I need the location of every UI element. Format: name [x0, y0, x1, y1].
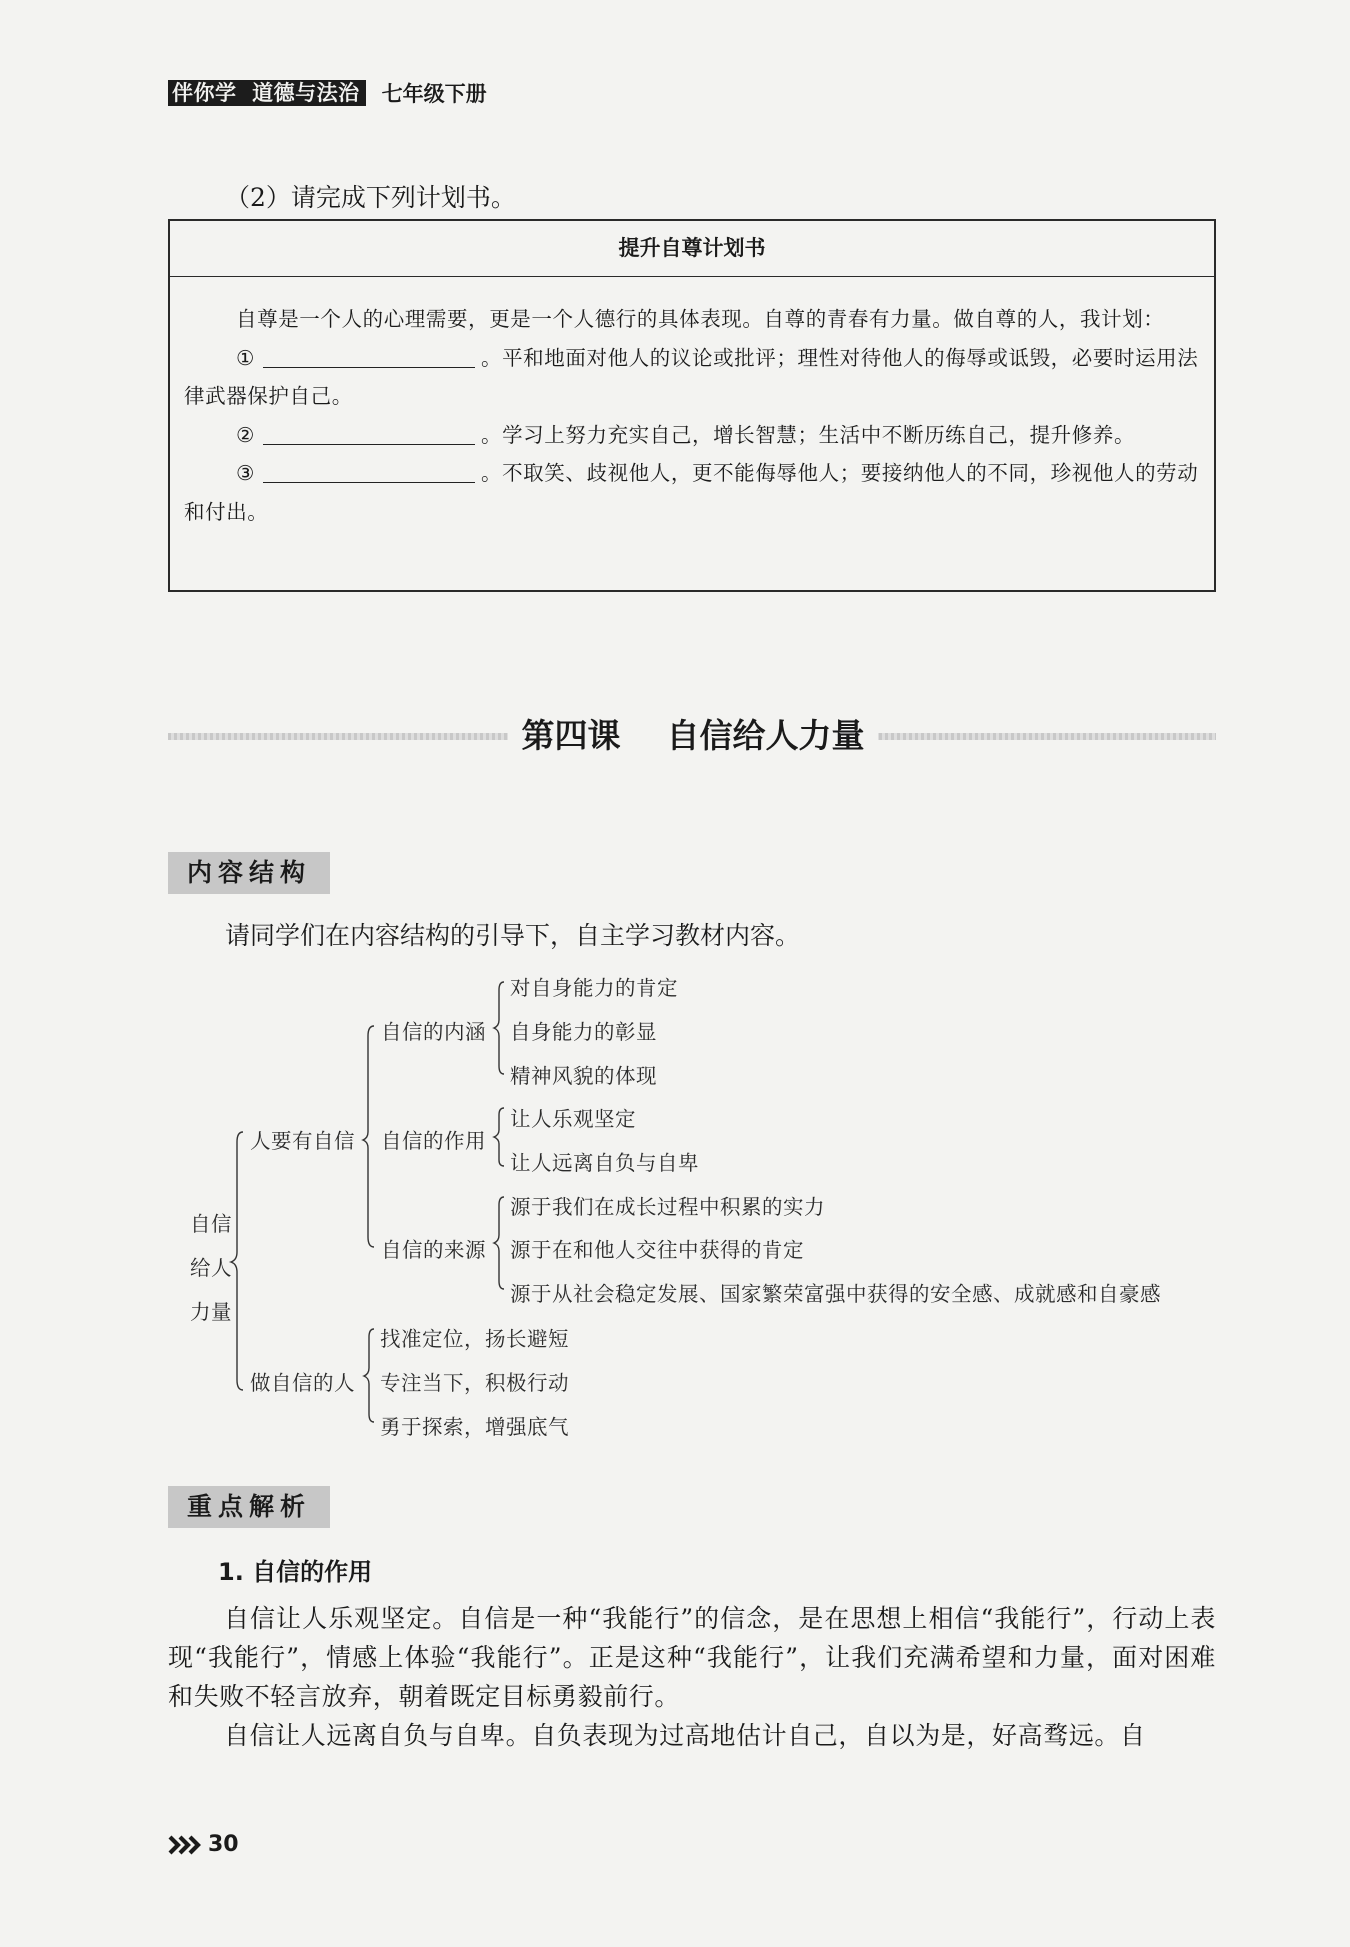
node-connotation: 自信的内涵 — [381, 1020, 486, 1044]
branch-have-confidence: 人要有自信 — [250, 1129, 355, 1153]
section-tag-key: 重点解析 — [168, 1486, 330, 1528]
key-point-body — [168, 1599, 1216, 1755]
plan-item-text: 。学习上努力充实自己，增长智慧；生活中不断历练自己，提升修养。 — [480, 422, 1136, 447]
answer-blank[interactable] — [263, 458, 475, 483]
branch-be-confident: 做自信的人 — [250, 1371, 355, 1395]
leaf: 勇于探索，增强底气 — [380, 1415, 569, 1439]
root-line: 力量 — [190, 1300, 232, 1324]
leaf: 源于我们在成长过程中积累的实力 — [510, 1195, 825, 1219]
leaf: 让人远离自负与自卑 — [510, 1151, 699, 1175]
banner-rule-right — [873, 733, 1216, 740]
leaf: 源于在和他人交往中获得的肯定 — [510, 1238, 804, 1262]
mind-map-root — [190, 1202, 232, 1334]
plan-item-number: ① — [236, 345, 255, 370]
plan-table — [168, 219, 1216, 592]
page-footer — [168, 1832, 239, 1857]
leaf: 自身能力的彰显 — [510, 1020, 657, 1044]
answer-blank[interactable] — [263, 343, 475, 368]
book-title: 伴你学 道德与法治 — [168, 80, 366, 106]
root-line: 给人 — [190, 1256, 232, 1280]
paragraph: 自信让人远离自负与自卑。自负表现为过高地估计自己，自以为是，好高骛远。自 — [224, 1721, 1146, 1750]
banner-rule-left — [168, 733, 513, 740]
plan-title: 提升自尊计划书 — [170, 221, 1214, 277]
leaf: 精神风貌的体现 — [510, 1064, 657, 1088]
plan-item — [184, 416, 1202, 455]
leaf: 专注当下，积极行动 — [380, 1371, 569, 1395]
node-function: 自信的作用 — [381, 1129, 486, 1153]
grade-label: 七年级下册 — [381, 81, 487, 106]
structure-intro: 请同学们在内容结构的引导下，自主学习教材内容。 — [225, 921, 801, 950]
plan-intro: 自尊是一个人的心理需要，更是一个人德行的具体表现。自尊的青春有力量。做自尊的人，我计划： — [236, 307, 1165, 331]
lesson-title: 第四课 自信给人力量 — [508, 708, 878, 764]
lesson-banner — [168, 708, 1216, 764]
running-header — [168, 80, 487, 106]
answer-blank[interactable] — [263, 420, 475, 445]
paragraph: 自信让人乐观坚定。自信是一种“我能行”的信念，是在思想上相信“我能行”，行动上表现“我能行”，情感上体验“我能行”。正是这种“我能行”，让我们充满希望和力量，面对困难和失败不轻言放弃，朝着既定目标勇毅前行。 — [168, 1604, 1216, 1711]
leaf: 找准定位，扬长避短 — [380, 1327, 569, 1351]
node-source: 自信的来源 — [381, 1238, 486, 1262]
key-point-heading: 1. 自信的作用 — [218, 1558, 373, 1586]
question-text: （2）请完成下列计划书。 — [225, 183, 516, 212]
plan-item — [184, 339, 1202, 416]
leaf: 对自身能力的肯定 — [510, 976, 678, 1000]
double-chevron-icon — [168, 1833, 204, 1857]
section-tag-structure: 内容结构 — [168, 852, 330, 894]
leaf: 源于从社会稳定发展、国家繁荣富强中获得的安全感、成就感和自豪感 — [510, 1282, 1161, 1306]
plan-item-number: ② — [236, 422, 255, 447]
leaf: 让人乐观坚定 — [510, 1107, 636, 1131]
page-number: 30 — [208, 1832, 239, 1857]
plan-item-text: 。不取笑、歧视他人，更不能侮辱他人；要接纳他人的不同，珍视他人的劳动和付出。 — [184, 461, 1199, 524]
plan-body — [170, 277, 1214, 531]
plan-item — [184, 454, 1202, 531]
root-line: 自信 — [190, 1212, 232, 1236]
plan-item-text: 。平和地面对他人的议论或批评；理性对待他人的侮辱或诋毁，必要时运用法律武器保护自己。 — [184, 345, 1199, 408]
plan-item-number: ③ — [236, 461, 255, 485]
